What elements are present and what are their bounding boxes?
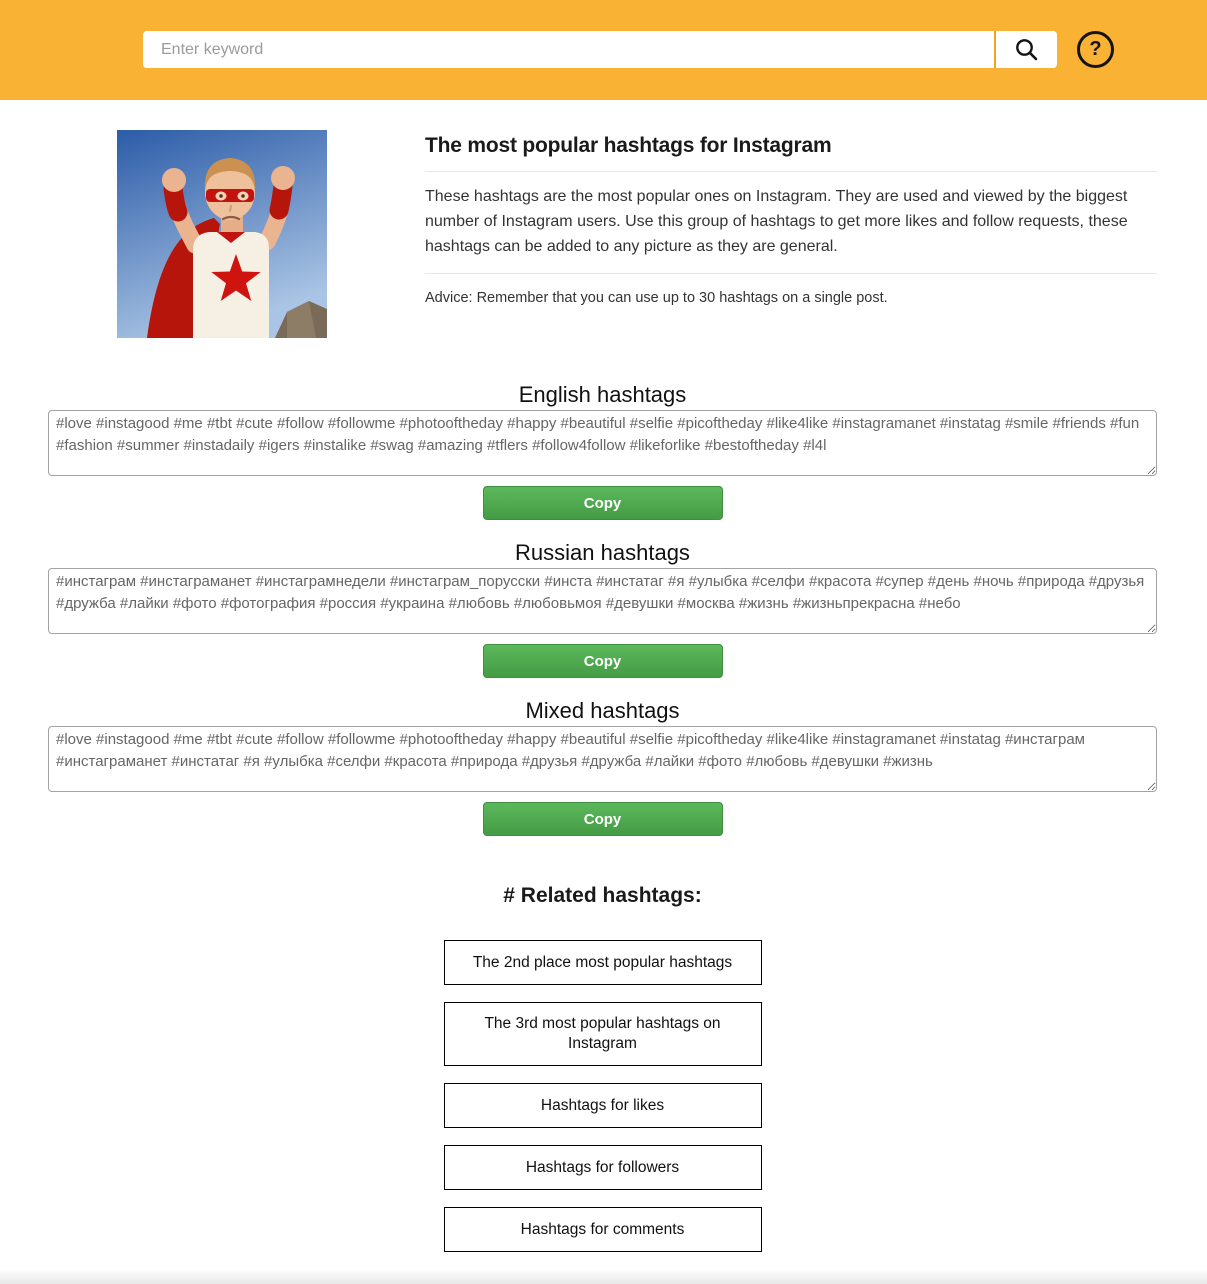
hero-section [48,130,1157,338]
question-mark-icon: ? [1089,37,1102,60]
search-bar [143,31,1057,68]
mixed-hashtags-textarea[interactable] [48,726,1157,792]
related-link-followers[interactable]: Hashtags for followers [444,1145,762,1190]
related-link-likes[interactable]: Hashtags for likes [444,1083,762,1128]
english-hashtags-textarea[interactable] [48,410,1157,476]
help-button[interactable] [1077,31,1114,68]
hero-text [425,130,1157,338]
divider [425,171,1157,172]
divider [425,273,1157,274]
header [0,0,1207,100]
copy-button-english[interactable]: Copy [483,486,723,520]
russian-hashtags-heading: Russian hashtags [515,540,690,565]
related-hashtags-section [48,884,1157,1252]
advice-text: Advice: Remember that you can use up to 30 hashtags on a single post. [425,290,888,306]
copy-button-mixed[interactable]: Copy [483,802,723,836]
copy-button-russian[interactable]: Copy [483,644,723,678]
main-content [48,130,1157,1252]
page-title: The most popular hashtags for Instagram [425,134,832,157]
related-link-comments[interactable]: Hashtags for comments [444,1207,762,1252]
superhero-kid-image [117,130,327,338]
mixed-hashtags-section [48,698,1157,836]
russian-hashtags-section [48,540,1157,678]
related-link-2nd-place[interactable]: The 2nd place most popular hashtags [444,940,762,985]
russian-hashtags-textarea[interactable] [48,568,1157,634]
english-hashtags-heading: English hashtags [518,382,687,407]
related-link-3rd-place[interactable]: The 3rd most popular hashtags on Instagram [444,1002,762,1066]
search-icon [1014,37,1040,63]
page-description: These hashtags are the most popular ones on Instagram. They are used and viewed by the biggest number of Instagram users. Use this group of hashtags to get more likes and follow requests, these hashtags can be added to any picture as they are general. [425,188,1128,255]
english-hashtags-section [48,382,1157,520]
search-input[interactable] [143,31,994,68]
search-button[interactable] [996,31,1057,68]
mixed-hashtags-heading: Mixed hashtags [525,698,680,723]
related-hashtags-heading: # Related hashtags: [503,884,702,907]
footer-fade [0,1269,1207,1284]
